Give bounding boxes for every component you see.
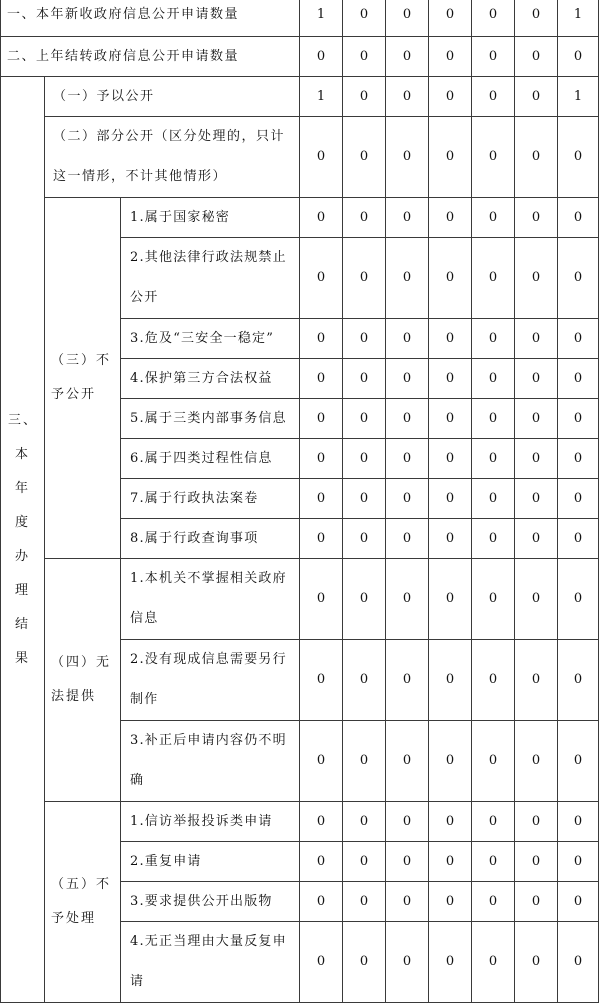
value-cell: 0 [472,922,515,1003]
value-cell: 0 [558,479,599,519]
value-cell: 0 [300,399,343,439]
group-unable-label: （四）无法提供 [45,559,121,802]
value-cell: 0 [515,319,558,359]
value-cell: 0 [343,37,386,77]
row-petition [1,802,599,842]
row-not-held [1,559,599,640]
value-cell: 0 [343,399,386,439]
value-cell: 0 [515,721,558,802]
value-cell: 0 [472,640,515,721]
value-cell: 0 [343,721,386,802]
value-cell: 0 [429,439,472,479]
value-cell: 0 [386,559,429,640]
value-cell: 0 [429,399,472,439]
value-cell: 0 [558,37,599,77]
value-cell: 0 [515,117,558,198]
value-cell: 0 [515,238,558,319]
row-label: 2.其他法律行政法规禁止公开 [121,238,300,319]
value-cell: 0 [515,439,558,479]
value-cell: 0 [300,359,343,399]
value-cell: 0 [343,802,386,842]
value-cell: 0 [558,439,599,479]
value-cell: 0 [472,319,515,359]
value-cell: 0 [386,198,429,238]
value-cell: 0 [300,238,343,319]
row-label: 3.危及“三安全一稳定” [121,319,300,359]
value-cell: 0 [515,77,558,117]
value-cell: 0 [558,721,599,802]
value-cell: 0 [472,479,515,519]
value-cell: 0 [300,721,343,802]
value-cell: 0 [515,0,558,37]
value-cell: 0 [472,842,515,882]
value-cell: 0 [429,117,472,198]
row-state-secret [1,198,599,238]
value-cell: 0 [386,77,429,117]
row-label: 6.属于四类过程性信息 [121,439,300,479]
value-cell: 0 [472,359,515,399]
value-cell: 0 [472,77,515,117]
value-cell: 0 [300,117,343,198]
value-cell: 0 [558,519,599,559]
value-cell: 1 [558,0,599,37]
value-cell: 0 [300,37,343,77]
value-cell: 0 [343,640,386,721]
value-cell: 0 [515,359,558,399]
value-cell: 0 [472,559,515,640]
value-cell: 0 [386,439,429,479]
value-cell: 0 [558,922,599,1003]
value-cell: 0 [300,922,343,1003]
value-cell: 0 [429,882,472,922]
value-cell: 0 [300,439,343,479]
row-label: 1.信访举报投诉类申请 [121,802,300,842]
value-cell: 0 [386,640,429,721]
row-label: 8.属于行政查询事项 [121,519,300,559]
value-cell: 0 [558,842,599,882]
section-three-label: 三、本年度办理结果 [1,77,45,1003]
value-cell: 0 [300,319,343,359]
value-cell: 0 [343,198,386,238]
value-cell: 0 [429,0,472,37]
row-partial-disclosed [1,117,599,198]
value-cell: 0 [472,721,515,802]
value-cell: 0 [386,882,429,922]
value-cell: 0 [343,842,386,882]
value-cell: 0 [558,117,599,198]
value-cell: 0 [386,117,429,198]
row-carried-over [1,37,599,77]
value-cell: 0 [429,319,472,359]
value-cell: 0 [558,198,599,238]
value-cell: 0 [558,319,599,359]
value-cell: 0 [515,479,558,519]
row-label: 5.属于三类内部事务信息 [121,399,300,439]
row-label: 1.属于国家秘密 [121,198,300,238]
value-cell: 0 [343,559,386,640]
value-cell: 0 [386,519,429,559]
value-cell: 0 [515,922,558,1003]
value-cell: 0 [472,37,515,77]
value-cell: 0 [429,77,472,117]
value-cell: 1 [300,0,343,37]
value-cell: 0 [472,399,515,439]
value-cell: 0 [386,319,429,359]
value-cell: 0 [515,559,558,640]
value-cell: 0 [343,479,386,519]
value-cell: 0 [300,519,343,559]
value-cell: 0 [343,0,386,37]
value-cell: 0 [558,882,599,922]
value-cell: 0 [558,238,599,319]
value-cell: 0 [472,802,515,842]
value-cell: 0 [472,439,515,479]
value-cell: 0 [558,399,599,439]
value-cell: 0 [300,479,343,519]
value-cell: 0 [558,559,599,640]
row-label: 2.重复申请 [121,842,300,882]
value-cell: 0 [343,359,386,399]
value-cell: 0 [386,0,429,37]
row-new-applications [1,0,599,37]
value-cell: 0 [429,359,472,399]
value-cell: 0 [515,37,558,77]
row-label: 7.属于行政执法案卷 [121,479,300,519]
value-cell: 0 [386,479,429,519]
value-cell: 0 [300,802,343,842]
value-cell: 0 [386,802,429,842]
group-not-disclosed-label: （三）不予公开 [45,198,121,559]
value-cell: 0 [300,882,343,922]
row-label: 4.保护第三方合法权益 [121,359,300,399]
value-cell: 0 [343,882,386,922]
value-cell: 0 [515,802,558,842]
value-cell: 0 [472,238,515,319]
value-cell: 0 [343,77,386,117]
row-disclosed [1,77,599,117]
value-cell: 0 [300,640,343,721]
value-cell: 0 [515,882,558,922]
value-cell: 0 [515,198,558,238]
value-cell: 0 [558,640,599,721]
value-cell: 0 [300,559,343,640]
value-cell: 0 [515,399,558,439]
value-cell: 0 [472,0,515,37]
value-cell: 0 [343,439,386,479]
value-cell: 0 [343,922,386,1003]
value-cell: 0 [300,198,343,238]
value-cell: 0 [429,640,472,721]
value-cell: 0 [472,117,515,198]
value-cell: 0 [429,37,472,77]
row-label: 2.没有现成信息需要另行制作 [121,640,300,721]
value-cell: 0 [386,238,429,319]
value-cell: 0 [429,559,472,640]
value-cell: 0 [386,721,429,802]
value-cell: 0 [386,399,429,439]
value-cell: 0 [429,922,472,1003]
value-cell: 0 [558,802,599,842]
value-cell: 0 [429,842,472,882]
value-cell: 0 [343,117,386,198]
value-cell: 0 [386,922,429,1003]
value-cell: 0 [343,519,386,559]
row-label: 二、上年结转政府信息公开申请数量 [1,37,300,77]
group-not-processed-label: （五）不予处理 [45,802,121,1003]
row-label: 3.要求提供公开出版物 [121,882,300,922]
value-cell: 0 [472,882,515,922]
value-cell: 1 [300,77,343,117]
value-cell: 0 [515,519,558,559]
value-cell: 0 [429,198,472,238]
value-cell: 0 [429,479,472,519]
value-cell: 0 [472,519,515,559]
row-label: 一、本年新收政府信息公开申请数量 [1,0,300,37]
value-cell: 0 [515,640,558,721]
value-cell: 0 [472,198,515,238]
value-cell: 0 [429,519,472,559]
value-cell: 0 [343,238,386,319]
row-label: 1.本机关不掌握相关政府信息 [121,559,300,640]
value-cell: 0 [386,359,429,399]
value-cell: 0 [429,238,472,319]
value-cell: 0 [386,37,429,77]
row-label: 3.补正后申请内容仍不明确 [121,721,300,802]
value-cell: 1 [558,77,599,117]
value-cell: 0 [558,359,599,399]
row-label: 4.无正当理由大量反复申请 [121,922,300,1003]
value-cell: 0 [429,721,472,802]
row-label: （二）部分公开（区分处理的，只计这一情形，不计其他情形） [45,117,300,198]
value-cell: 0 [386,842,429,882]
value-cell: 0 [429,802,472,842]
value-cell: 0 [300,842,343,882]
value-cell: 0 [343,319,386,359]
row-label: （一）予以公开 [45,77,300,117]
value-cell: 0 [515,842,558,882]
